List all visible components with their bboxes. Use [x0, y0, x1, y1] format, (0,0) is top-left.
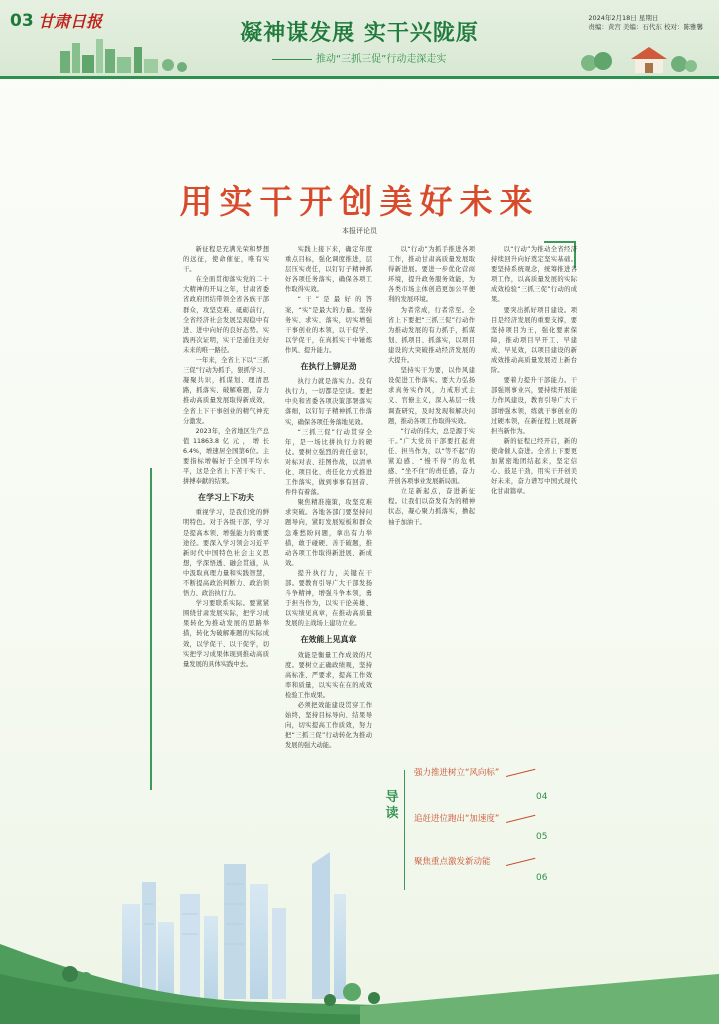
section-heading-study: 在学习上下功夫	[198, 493, 254, 503]
newspaper-logo: 甘肃日报	[38, 12, 103, 31]
paragraph: 坚持实干为要，以作风建设促进工作落实。要大力弘扬求真务实作风，力戒形式主义、官僚主义，深入基层一线调查研究，及时发现和解决问题，推动各项工作取得实效。	[388, 367, 475, 425]
city-skyline-illustration-icon	[0, 824, 719, 1024]
article-column-1	[183, 245, 269, 790]
guide-item-text: 强力推进树立“风向标”	[414, 768, 500, 778]
paragraph: 学习要联系实际。要紧紧围绕甘肃发展实际，把学习成果转化为推动发展的思路举措，转化为破解难题的实际成效，以学促干、以干促学，切实把学习成果体现到推动高质量发展的具体实践中去。	[183, 600, 269, 668]
guide-page-2: 05	[536, 832, 548, 842]
issue-date: 2024年2月18日 星期日	[588, 14, 659, 22]
paragraph: 在全面贯彻落实党的二十大精神的开局之年，甘肃省委省政府团结带领全省各族干部群众，攻坚克难、砥砺前行，全省经济社会发展呈现稳中有进、进中向好的良好态势。实践再次证明，实干是通往美好未来的唯一路径。	[183, 276, 269, 354]
paragraph: 为者常成，行者常至。全省上下要把“三抓三促”行动作为推动发展的有力抓手，抓谋划、抓项目、抓落实，以项目建设的大突破推动经济发展的大提升。	[388, 306, 475, 365]
paragraph: “干”是最好的答案，“实”是最大的力量。坚持务实、求实、落实，切实增强干事创业的本领，以干促学、以学促干，在真抓实干中锤炼作风、提升能力。	[285, 296, 372, 354]
paragraph: 要着力提升干部能力。干部强则事业兴，要持续开展能力作风建设，教育引导广大干部增强本领，练就干事创业的过硬本领，在新征程上展现新担当新作为。	[491, 377, 577, 435]
guide-item-2[interactable]	[414, 812, 554, 824]
paragraph: 重视学习，是我们党的鲜明特色。对于各级干部，学习是提高本领、增强能力的重要途径。要深入学习领会习近平新时代中国特色社会主义思想，学深悟透、融会贯通，从中汲取真理力量和实践智慧，不断提高政治判断力、政治领悟力、政治执行力。	[183, 509, 269, 598]
paragraph: 立足新起点，奋进新征程。让我们以奋发有为的精神状态，凝心聚力抓落实，撸起袖子加油干。	[388, 488, 475, 526]
guide-arrow-line	[506, 815, 535, 823]
paragraph: 新征程是充满光荣和梦想的远征，使命催征，唯有实干。	[183, 246, 269, 274]
paragraph: 实践上接下来，确定年度重点目标，强化调度推进，层层压实责任，以钉钉子精神抓好各项任务落实，确保各项工作取得实效。	[285, 246, 372, 294]
decorative-bracket-left	[150, 468, 180, 790]
page-number: 03	[10, 11, 34, 31]
guide-label: 导读	[385, 790, 399, 821]
section-heading-execution: 在执行上铆足劲	[300, 362, 357, 372]
paragraph: 以“行动”为抓手推进各项工作，推动甘肃高质量发展取得新进展。要进一步优化营商环境，提升政务服务效能，为各类市场主体创造更加公平便利的发展环境。	[388, 246, 475, 304]
paragraph: 2023年，全省地区生产总值11863.8亿元，增长6.4%，增速居全国第6位。主要指标增幅好于全国平均水平，这是全省上下苦干实干、拼搏奉献的结果。	[183, 427, 269, 486]
header-house-icon	[579, 37, 699, 73]
editor-credit: 责编：黄宫	[588, 23, 621, 31]
section-heading-efficiency: 在效能上见真章	[300, 635, 357, 645]
paragraph: 必须把效能建设贯穿工作始终，坚持目标导向、结果导向，切实提高工作质效，努力把“三抓三促”行动转化为推动发展的强大动能。	[285, 702, 372, 750]
guide-item-text: 追赶进位跑出“加速度”	[414, 814, 500, 824]
header-title: 凝神谋发展 实干兴陇原	[240, 20, 479, 46]
header-band	[0, 0, 719, 79]
header-subtitle: 推动“三抓三促”行动走深走实	[272, 50, 446, 65]
article-byline: 本报评论员	[342, 227, 377, 235]
designer-credit: 美编：石代东	[622, 23, 662, 31]
guide-page-1: 04	[536, 792, 548, 802]
paragraph: 新的征程已经开启，新的使命催人奋进。全省上下要更加紧密地团结起来，坚定信心、鼓足干劲，用实干开创美好未来，奋力谱写中国式现代化甘肃篇章。	[491, 437, 577, 496]
proofreader-credit: 校对：陈雅馨	[664, 23, 703, 31]
guide-item-1[interactable]	[414, 766, 554, 778]
paragraph: 以“行动”为推动全省经济持续回升向好奠定坚实基础。要坚持系统观念，统筹推进各项工作，以高质量发展的实际成效检验“三抓三促”行动的成果。	[491, 246, 577, 304]
header-meta	[588, 14, 703, 32]
paragraph: “三抓三促”行动贯穿全年，是一场比拼执行力的硬仗。要树立强烈的责任意识，对标对表、挂图作战，以清单化、项目化、责任化方式推进工作落实，做到事事有回音、件件有着落。	[285, 428, 372, 497]
paragraph: 提升执行力，关键在干部。要教育引导广大干部发扬斗争精神，增强斗争本领，勇于担当作为，以实干论英雄、以实绩见真章，在推动高质量发展的主战场上建功立业。	[285, 569, 372, 628]
paragraph: 效能是衡量工作成效的尺度。要树立正确政绩观，坚持高标准、严要求，提高工作效率和质量，以实实在在的成效检验工作成果。	[285, 651, 372, 699]
paragraph: 要突出抓好项目建设。项目是经济发展的重要支撑，要坚持项目为王，强化要素保障，推动项目早开工、早建成、早见效，以项目建设的新成效推动高质量发展迈上新台阶。	[491, 306, 577, 375]
paragraph: 聚焦精准施策，攻坚克难求突破。各地各部门要坚持问题导向，紧盯发展短板和群众急难愁盼问题，拿出有力举措，敢于碰硬、善于破题，推动各项工作取得新进展、新成效。	[285, 499, 372, 567]
paragraph: “行动的伟大，总是源于实干。”广大党员干部要扛起责任、担当作为，以“等不起”的紧迫感、“慢不得”的危机感、“坐不住”的责任感，奋力开创各项事业发展新局面。	[388, 427, 475, 486]
article-headline: 用实干开创美好未来	[179, 182, 540, 221]
paragraph: 一年来，全省上下以“三抓三促”行动为抓手，狠抓学习、凝聚共识，抓谋划、理清思路，抓落实、破解难题，奋力推动高质量发展取得新成效，全省上下干事创业的精气神充分激发。	[183, 357, 269, 425]
guide-item-text: 聚焦重点激发新动能	[414, 857, 491, 867]
article-column-4	[491, 245, 577, 635]
paragraph: 执行力就是落实力。没有执行力，一切都是空谈。要把中央和省委各项决策部署落实落细，以钉钉子精神抓工作落实，确保各项任务落地见效。	[285, 378, 372, 426]
guide-arrow-line	[506, 769, 535, 777]
article-column-3	[388, 245, 475, 669]
article-column-2	[285, 245, 372, 750]
guide-page-3: 06	[536, 873, 548, 883]
